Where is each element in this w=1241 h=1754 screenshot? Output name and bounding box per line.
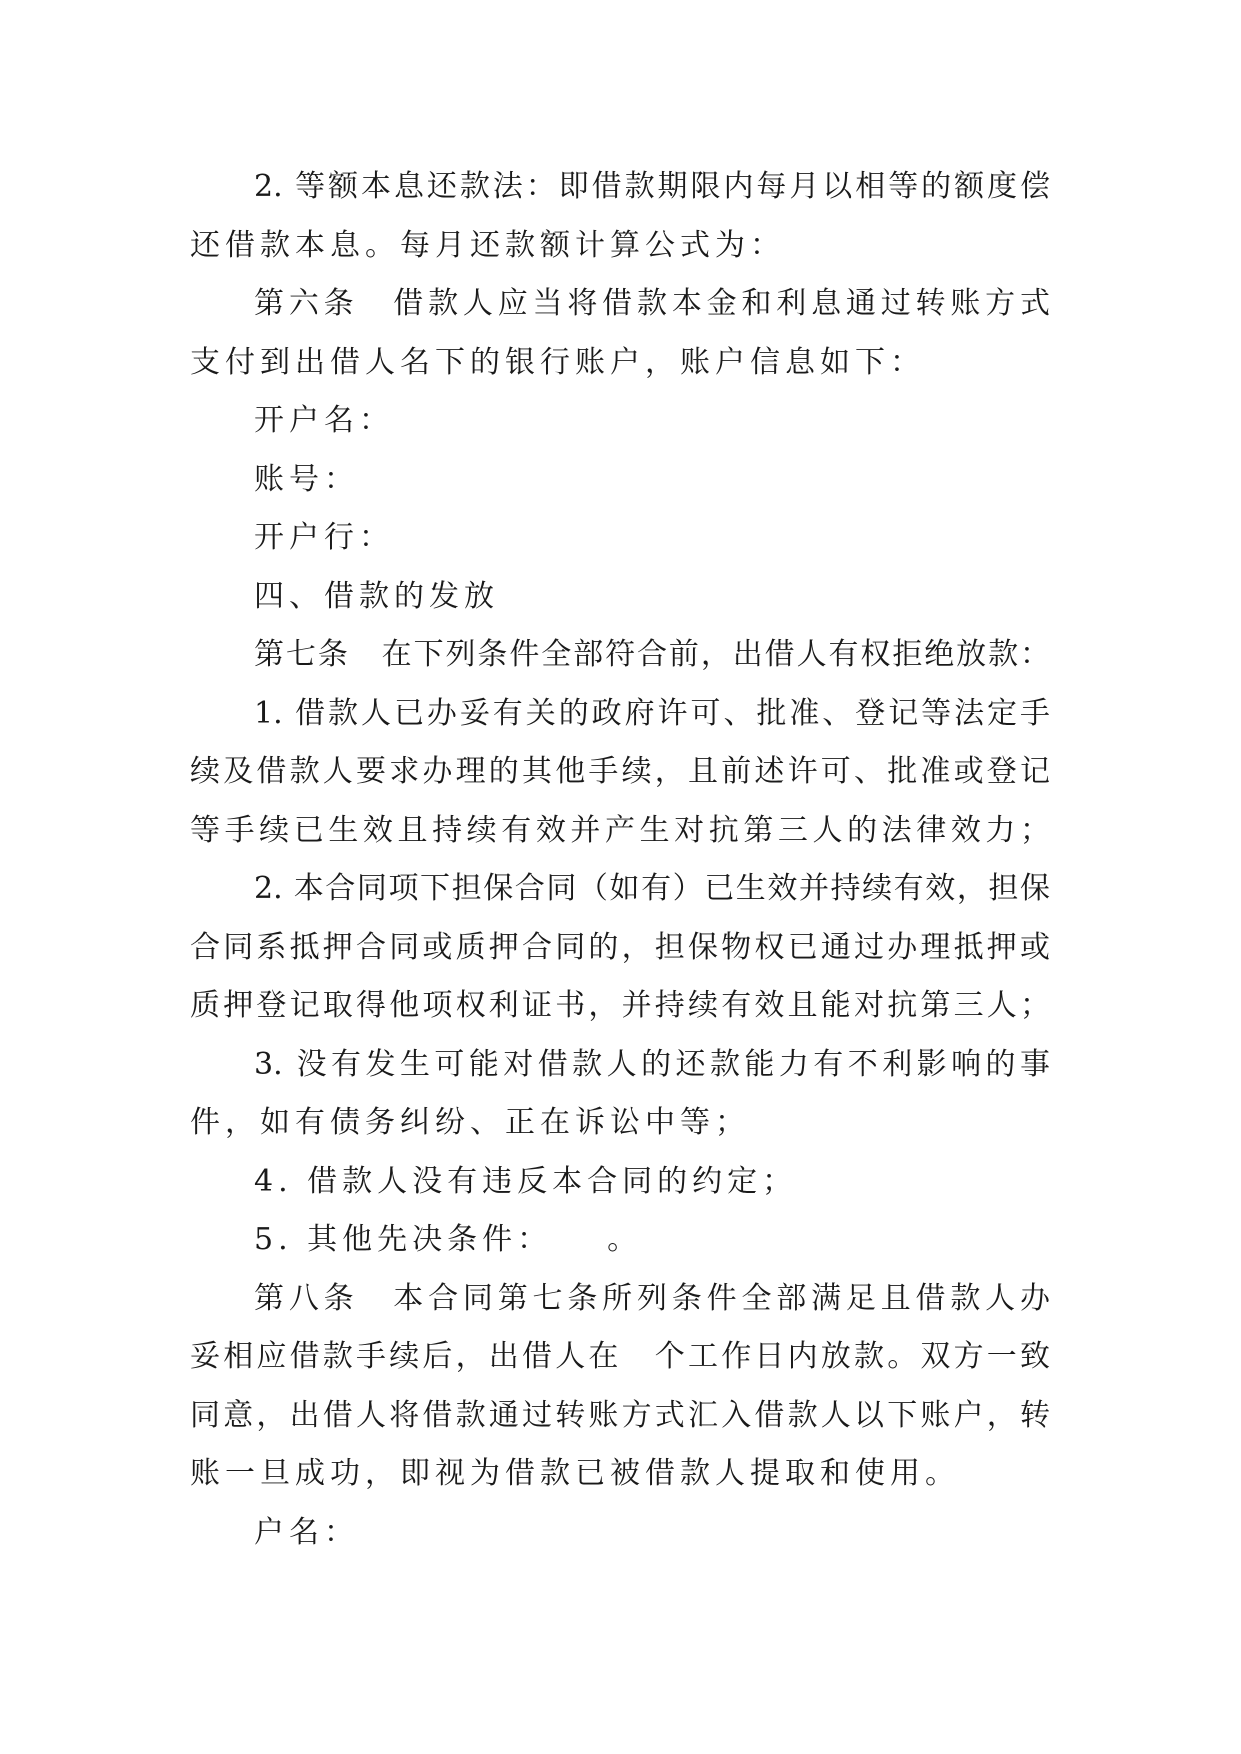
paragraph-line: 同意，出借人将借款通过转账方式汇入借款人以下账户，转 bbox=[190, 1397, 1050, 1433]
paragraph-line: 1. 借款人已办妥有关的政府许可、批准、登记等法定手 bbox=[254, 695, 1050, 731]
paragraph-line: 续及借款人要求办理的其他手续，且前述许可、批准或登记 bbox=[190, 754, 1050, 789]
account-name-label: 开户名： bbox=[254, 403, 394, 438]
paragraph-line: 3. 没有发生可能对借款人的还款能力有不利影响的事 bbox=[254, 1046, 1050, 1082]
section-heading: 四、借款的发放 bbox=[254, 578, 499, 614]
paragraph-line: 支付到出借人名下的银行账户，账户信息如下： bbox=[190, 344, 925, 380]
paragraph-line: 4. 借款人没有违反本合同的约定； bbox=[254, 1163, 798, 1199]
payee-name-label: 户名： bbox=[254, 1514, 359, 1550]
bank-label: 开户行： bbox=[254, 520, 394, 555]
document-body bbox=[190, 158, 1050, 1562]
article-six-line: 第六条 借款人应当将借款本金和利息通过转账方式 bbox=[254, 286, 1050, 321]
paragraph-line: 合同系抵押合同或质押合同的，担保物权已通过办理抵押或 bbox=[190, 929, 1050, 965]
article-eight-line: 第八条 本合同第七条所列条件全部满足且借款人办 bbox=[254, 1280, 1050, 1316]
paragraph-line: 质押登记取得他项权利证书，并持续有效且能对抗第三人； bbox=[190, 988, 1050, 1023]
paragraph-line: 5. 其他先决条件： 。 bbox=[254, 1222, 643, 1257]
paragraph-line: 还借款本息。每月还款额计算公式为： bbox=[190, 227, 785, 263]
account-number-label: 账号： bbox=[254, 461, 359, 497]
paragraph-line: 2. 本合同项下担保合同（如有）已生效并持续有效，担保 bbox=[254, 871, 1050, 906]
paragraph-line: 等手续已生效且持续有效并产生对抗第三人的法律效力； bbox=[190, 812, 1050, 848]
paragraph-line: 2. 等额本息还款法：即借款期限内每月以相等的额度偿 bbox=[254, 169, 1050, 204]
article-seven-line: 第七条 在下列条件全部符合前，出借人有权拒绝放款： bbox=[254, 637, 1050, 672]
paragraph-line: 妥相应借款手续后，出借人在 个工作日内放款。双方一致 bbox=[190, 1339, 1050, 1374]
paragraph-line: 账一旦成功，即视为借款已被借款人提取和使用。 bbox=[190, 1456, 960, 1491]
paragraph-line: 件，如有债务纠纷、正在诉讼中等； bbox=[190, 1105, 750, 1140]
